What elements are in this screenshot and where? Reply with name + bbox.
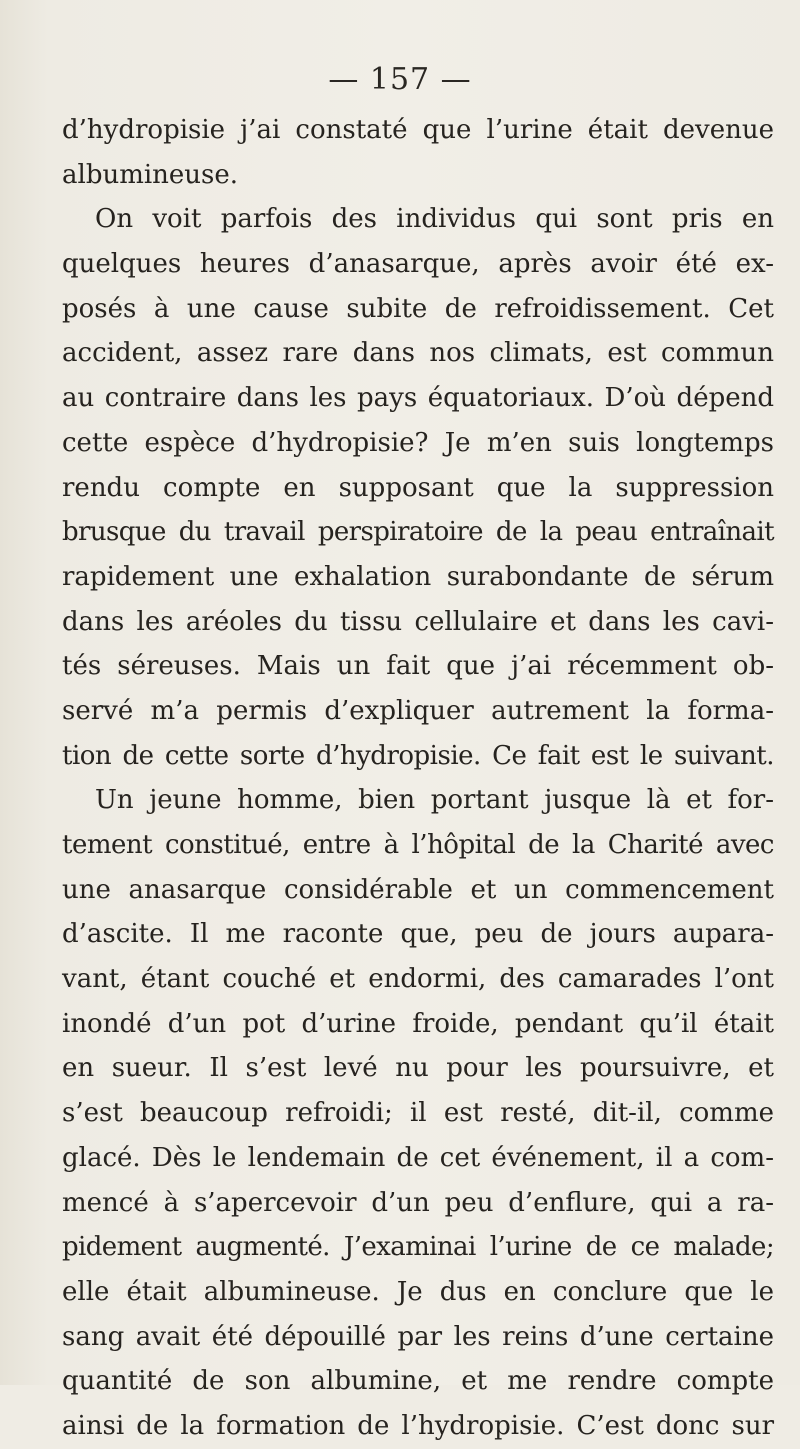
text-line: Un jeune homme, bien portant jusque là et for- bbox=[95, 785, 774, 816]
text-line: au contraire dans les pays équatoriaux. D’où dépend bbox=[62, 383, 774, 414]
body-text bbox=[62, 108, 774, 1449]
text-line: glacé. Dès le lendemain de cet événement, il a com- bbox=[62, 1142, 774, 1173]
text-line: rendu compte en supposant que la suppression bbox=[62, 472, 774, 503]
text-line: rapidement une exhalation surabondante de sérum bbox=[62, 561, 774, 592]
text-line: inondé d’un pot d’urine froide, pendant qu’il était bbox=[62, 1008, 774, 1039]
text-line: une anasarque considérable et un commencement bbox=[62, 874, 774, 905]
text-line: en sueur. Il s’est levé nu pour les poursuivre, et bbox=[62, 1053, 774, 1084]
text-line: albumineuse. bbox=[62, 159, 239, 190]
text-line: quantité de son albumine, et me rendre compte bbox=[62, 1366, 774, 1397]
text-line: ainsi de la formation de l’hydropisie. C’est donc sur bbox=[62, 1410, 774, 1441]
text-line: d’hydropisie j’ai constaté que l’urine était devenue bbox=[62, 115, 774, 145]
text-line: tion de cette sorte d’hydropisie. Ce fait est le suivant. bbox=[62, 740, 774, 771]
text-line: sang avait été dépouillé par les reins d’une certaine bbox=[62, 1321, 774, 1352]
text-line: posés à une cause subite de refroidissement. Cet bbox=[62, 293, 774, 324]
text-line: On voit parfois des individus qui sont pris en bbox=[95, 204, 774, 235]
text-line: vant, étant couché et endormi, des camarades l’ont bbox=[62, 964, 774, 995]
text-line: elle était albumineuse. Je dus en conclure que le bbox=[62, 1276, 774, 1307]
text-line: quelques heures d’anasarque, après avoir été ex- bbox=[62, 249, 774, 280]
text-line: brusque du travail perspiratoire de la peau entraînait bbox=[62, 517, 774, 548]
text-line: s’est beaucoup refroidi; il est resté, dit-il, comme bbox=[62, 1098, 774, 1129]
text-line: accident, assez rare dans nos climats, est commun bbox=[62, 338, 774, 369]
page-number: — 157 — bbox=[328, 62, 472, 97]
text-line: dans les aréoles du tissu cellulaire et dans les cavi- bbox=[62, 606, 774, 637]
text-line: pidement augmenté. J’examinai l’urine de ce malade; bbox=[62, 1232, 774, 1263]
text-line: servé m’a permis d’expliquer autrement la forma- bbox=[62, 695, 774, 726]
text-line: cette espèce d’hydropisie? Je m’en suis longtemps bbox=[62, 427, 774, 458]
text-line: tement constitué, entre à l’hôpital de la Charité avec bbox=[62, 830, 774, 860]
text-line: d’ascite. Il me raconte que, peu de jours aupara- bbox=[62, 919, 774, 950]
text-line: tés séreuses. Mais un fait que j’ai récemment ob- bbox=[62, 651, 774, 682]
text-line: mencé à s’apercevoir d’un peu d’enflure, qui a ra- bbox=[62, 1187, 774, 1218]
